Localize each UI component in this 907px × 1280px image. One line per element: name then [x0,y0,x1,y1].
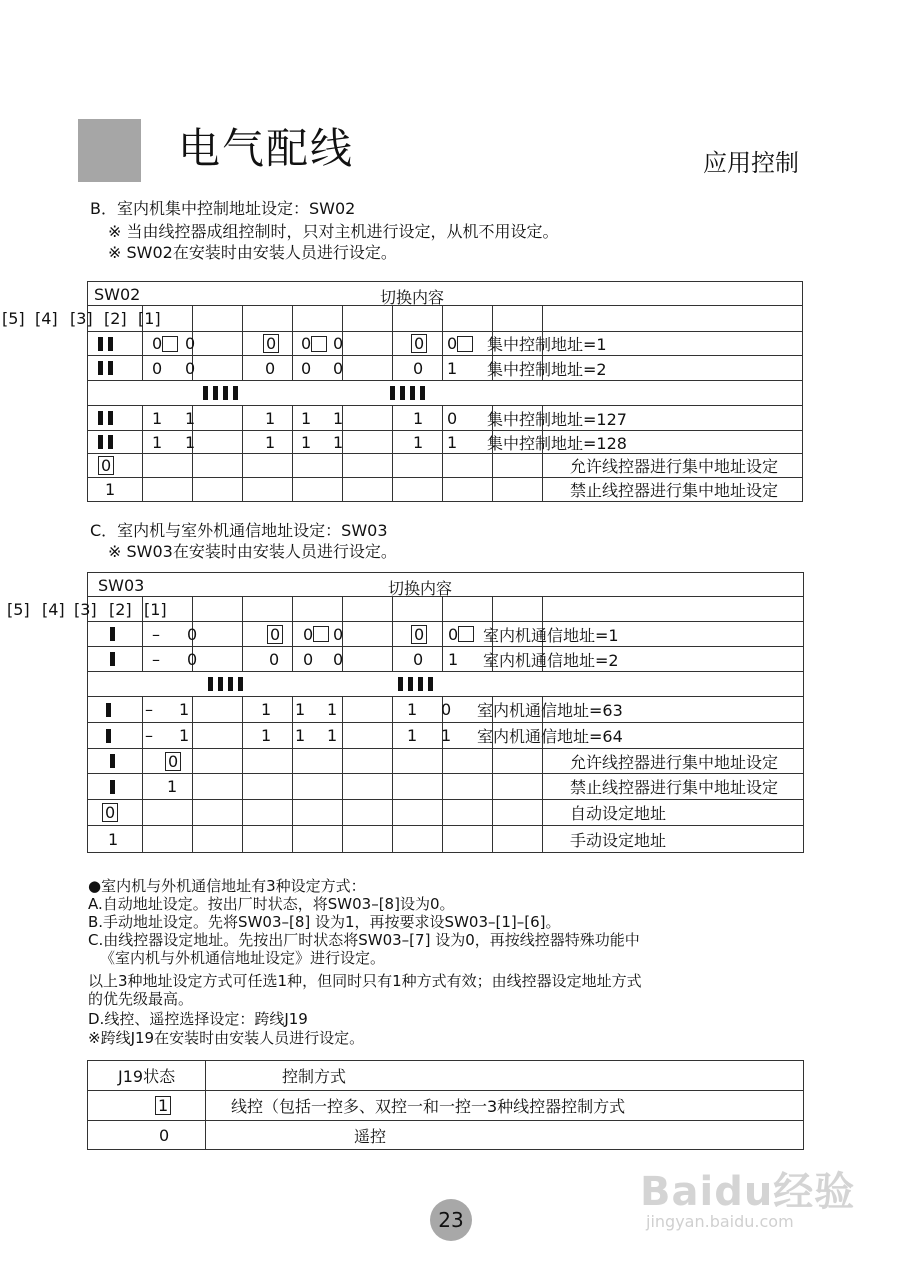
sw03-label: SW03 [98,576,145,595]
cell-value: 0 [447,408,458,428]
note-line: A.自动地址设定。按出厂时状态，将SW03–[8]设为0。 [88,895,455,913]
box-mark [457,336,473,352]
j19-row-wired [88,1091,804,1121]
cell-value: 1 [447,432,458,452]
dash-mark: – [152,649,160,669]
cell-value: 1 [448,649,459,669]
j19-col-state: J19状态 [118,1067,176,1086]
note-line: 以上3种地址设定方式可任选1种，但同时只有1种方式有效；由线控器设定地址方式 [88,972,642,990]
sw02-row-forbid [88,478,803,502]
cell-value: 1 [265,432,276,452]
cell-value: 1 [185,408,196,428]
cell-value: 1 [301,408,312,428]
cell-value: 0 [265,358,276,378]
bit-label: [2] [104,309,127,328]
sw03-row-label: 手动设定地址 [570,830,667,850]
cell-value: 1 [185,432,196,452]
sw02-row-label: 集中控制地址=1 [487,335,607,354]
cell-value: 0 [301,334,312,353]
cell-value: 1 [407,726,418,745]
section-b-note-2: ※ SW02在安装时由安装人员进行设定。 [108,243,397,262]
cell-value: 0 [448,624,459,644]
cell-value: 1 [179,726,190,745]
sw02-row-label: 集中控制地址=127 [487,409,627,429]
j19-table [87,1060,804,1150]
cell-value: 0 [267,625,283,644]
sw03-header-row [88,573,804,597]
sw03-row-label: 室内机通信地址=63 [477,701,623,720]
dash-mark: – [145,726,153,745]
cell-value: 1 [407,700,418,719]
cell-value: 0 [98,456,114,475]
cell-value: 1 [301,432,312,452]
cell-value: 1 [265,408,276,428]
cell-value: 1 [261,700,272,719]
cell-value: 1 [152,408,163,428]
bar-mark [108,361,113,375]
cell-value: 1 [413,432,424,452]
sw02-row-addr-2 [88,356,803,381]
sw02-row-label: 禁止线控器进行集中地址设定 [570,481,779,500]
sw02-ellipsis-row [88,381,803,406]
sw03-row-label: 室内机通信地址=2 [483,650,619,670]
sw03-row-manual [88,826,804,853]
bit-label: [1] [144,599,167,619]
sw03-row-allow [88,749,804,774]
cell-value: 1 [261,726,272,745]
cell-value: 0 [269,649,280,669]
j19-col-mode: 控制方式 [282,1067,347,1086]
page-title: 电气配线 [178,124,355,173]
bit-label: [4] [42,599,65,619]
note-line: 《室内机与外机通信地址设定》进行设定。 [100,949,386,967]
header-gray-block [78,119,141,182]
j19-mode-value: 遥控 [354,1126,387,1146]
j19-state-value: 0 [159,1125,170,1145]
dash-mark: – [152,624,160,644]
sw02-table [2,281,803,502]
cell-value: 1 [327,700,338,719]
cell-value: 0 [447,334,458,353]
cell-value: 0 [333,649,344,669]
cell-value: 0 [165,752,181,771]
cell-value: 0 [152,358,163,378]
sw03-row-auto [88,800,804,826]
sw02-row-allow [88,454,803,478]
sw03-row-label: 允许线控器进行集中地址设定 [570,752,779,772]
cell-value: 0 [413,649,424,669]
cell-value: 1 [295,726,306,745]
box-mark [311,336,327,352]
sw02-bits-row [88,306,803,332]
j19-header-row [88,1061,804,1091]
cell-value: 0 [301,358,312,378]
sw03-table [7,572,804,853]
bit-label: [5] [7,599,30,619]
bit-label: [3] [70,309,93,328]
sw02-label: SW02 [94,285,141,304]
cell-value: 0 [187,649,198,669]
watermark-url: jingyan.baidu.com [646,1212,794,1231]
cell-value: 0 [411,334,427,353]
sw02-row-addr-128 [88,431,803,454]
cell-value: 0 [187,624,198,644]
page-number: 23 [430,1199,472,1241]
section-c-note-1: ※ SW03在安装时由安装人员进行设定。 [108,542,397,561]
box-mark [162,336,178,352]
cell-value: 1 [327,726,338,745]
cell-value: 1 [333,432,344,452]
sw02-content-label: 切换内容 [380,288,445,307]
bit-label: [2] [109,599,132,619]
note-line: D.线控、遥控选择设定：跨线J19 [88,1010,308,1028]
sw03-row-addr-63 [88,697,804,723]
sw03-row-addr-2 [88,647,804,672]
section-b-heading: B．室内机集中控制地址设定：SW02 [90,199,356,218]
baidu-watermark [640,1160,860,1240]
sw03-row-label: 自动设定地址 [570,804,667,823]
cell-value: 0 [333,624,344,644]
cell-value: 1 [333,408,344,428]
section-c-heading: C．室内机与室外机通信地址设定：SW03 [90,521,388,540]
note-line: ※跨线J19在安装时由安装人员进行设定。 [88,1029,365,1047]
sw03-row-label: 禁止线控器进行集中地址设定 [570,778,779,797]
cell-value: 0 [333,334,344,353]
cell-value: 0 [185,334,196,353]
j19-state-value: 1 [155,1096,171,1115]
note-line: C.由线控器设定地址。先按出厂时状态将SW03–[7] 设为0，再按线控器特殊功能中 [88,931,640,949]
watermark-logo: Baidu经验 [640,1169,856,1215]
bit-label: [1] [138,309,161,328]
cell-value: 1 [179,700,190,719]
cell-value: 1 [167,777,178,796]
cell-value: 0 [102,803,118,822]
sw02-row-label: 集中控制地址=2 [487,359,607,379]
cell-value: 1 [441,726,452,745]
dash-mark: – [145,700,153,719]
sw02-row-label: 集中控制地址=128 [487,433,627,453]
sw03-bits-row [88,597,804,622]
sw02-row-label: 允许线控器进行集中地址设定 [570,457,779,476]
sw03-content-label: 切换内容 [388,579,453,598]
cell-value: 1 [108,829,119,849]
note-line: ●室内机与外机通信地址有3种设定方式： [88,877,366,895]
j19-mode-value: 线控（包括一控多、双控一和一控一3种线控器控制方式 [231,1097,626,1116]
cell-value: 1 [413,408,424,428]
bit-label: [4] [35,309,58,328]
sw02-row-addr-127 [88,406,803,431]
bar-mark [98,337,103,351]
cell-value: 0 [303,649,314,669]
sw03-row-label: 室内机通信地址=1 [483,625,619,645]
bit-label: [3] [74,599,97,619]
cell-value: 0 [441,700,452,719]
sw03-row-addr-64 [88,723,804,749]
cell-value: 0 [185,358,196,378]
sw03-row-addr-1 [88,622,804,647]
j19-row-remote [88,1121,804,1150]
cell-value: 1 [295,700,306,719]
sw02-header-row [88,282,803,306]
note-line: 的优先级最高。 [88,990,194,1008]
sw03-row-label: 室内机通信地址=64 [477,727,623,746]
page-subtitle: 应用控制 [703,149,799,177]
cell-value: 0 [413,358,424,378]
cell-value: 0 [263,334,279,353]
cell-value: 0 [303,624,314,644]
bar-mark [98,361,103,375]
cell-value: 1 [447,358,458,378]
cell-value: 0 [152,334,163,353]
sw03-row-forbid [88,774,804,800]
note-line: B.手动地址设定。先将SW03–[8] 设为1，再按要求设SW03–[1]–[6]。 [88,913,561,931]
cell-value: 1 [105,480,116,499]
cell-value: 1 [152,432,163,452]
sw02-row-addr-1 [88,332,803,356]
cell-value: 0 [333,358,344,378]
cell-value: 0 [411,625,427,644]
bar-mark [108,337,113,351]
sw03-ellipsis-row [88,672,804,697]
section-b-note-1: ※ 当由线控器成组控制时，只对主机进行设定，从机不用设定。 [108,222,559,241]
bit-label: [5] [2,309,25,328]
